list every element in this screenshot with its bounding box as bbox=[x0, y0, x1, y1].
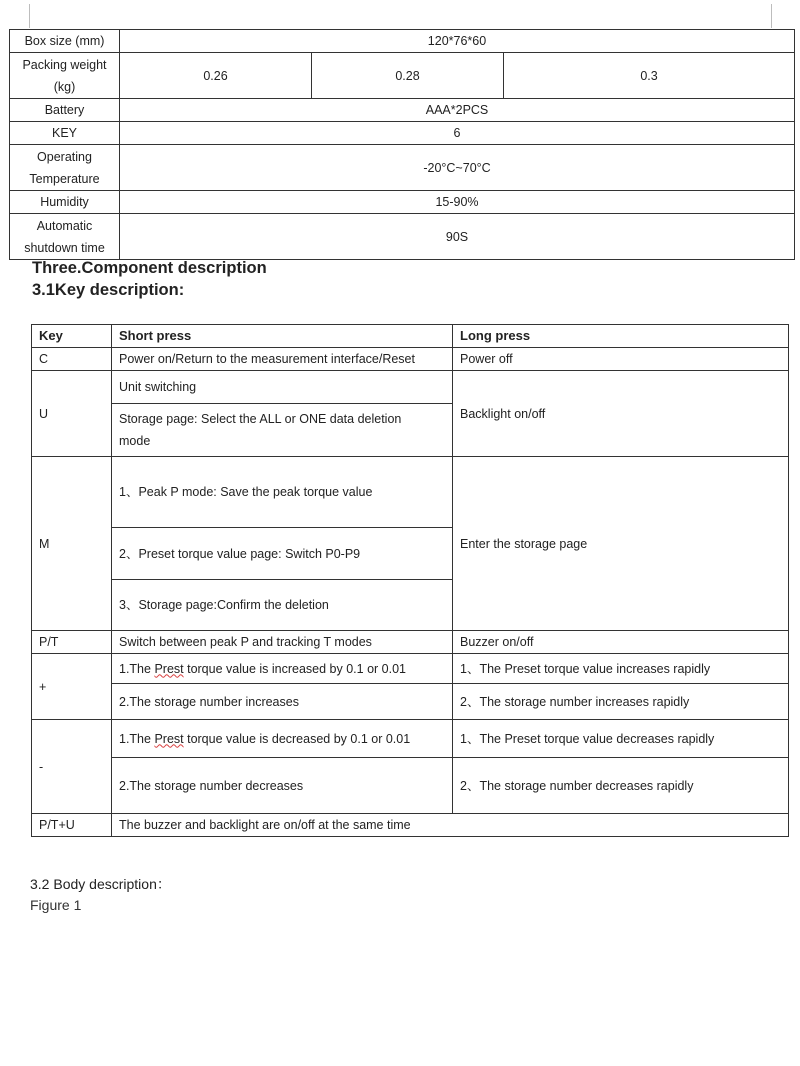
key-row-minus bbox=[32, 720, 789, 758]
text-part: 1.The bbox=[119, 731, 155, 746]
label-line: Packing weight bbox=[22, 57, 107, 72]
spec-table bbox=[9, 29, 795, 260]
section-heading: Three.Component description bbox=[32, 259, 267, 277]
label-line: Automatic bbox=[36, 218, 93, 233]
body-description-heading: 3.2 Body description： bbox=[30, 876, 171, 892]
cell-line: Storage page: Select the ALL or ONE data deletion bbox=[119, 412, 402, 426]
short-press-cell: 2.The storage number decreases bbox=[112, 758, 453, 814]
spec-label: Humidity bbox=[10, 191, 120, 214]
short-press-cell: 2、Preset torque value page: Switch P0-P9 bbox=[112, 528, 453, 580]
header-short-press: Short press bbox=[112, 325, 453, 348]
spec-label bbox=[10, 145, 120, 191]
key-row-u bbox=[32, 371, 789, 404]
short-press-cell: 2.The storage number increases bbox=[112, 684, 453, 720]
short-press-cell: 3、Storage page:Confirm the deletion bbox=[112, 580, 453, 631]
label-line: (kg) bbox=[53, 79, 76, 94]
page-margin-right bbox=[771, 4, 772, 28]
spec-row-box-size bbox=[10, 30, 795, 53]
short-press-cell bbox=[112, 404, 453, 457]
spec-value: 0.28 bbox=[312, 53, 504, 99]
cell-line: mode bbox=[119, 434, 151, 448]
spec-row-shutdown bbox=[10, 214, 795, 260]
key-row-pt bbox=[32, 631, 789, 654]
misspelled-word: Prest bbox=[154, 661, 184, 676]
key-row-plus bbox=[32, 654, 789, 684]
key-cell: + bbox=[32, 654, 112, 720]
key-cell: M bbox=[32, 457, 112, 631]
spec-value: AAA*2PCS bbox=[120, 99, 795, 122]
short-press-cell: Power on/Return to the measurement interface/Reset bbox=[112, 348, 453, 371]
long-press-cell: Buzzer on/off bbox=[453, 631, 789, 654]
long-press-cell: 1、The Preset torque value increases rapidly bbox=[453, 654, 789, 684]
key-description-heading: 3.1Key description: bbox=[32, 281, 185, 299]
key-table-header bbox=[32, 325, 789, 348]
key-row-plus-2 bbox=[32, 684, 789, 720]
key-row-m bbox=[32, 457, 789, 528]
spec-row-operating-temp bbox=[10, 145, 795, 191]
long-press-cell: Power off bbox=[453, 348, 789, 371]
misspelled-word: Prest bbox=[154, 731, 184, 746]
spec-label: Battery bbox=[10, 99, 120, 122]
header-key: Key bbox=[32, 325, 112, 348]
spec-value: 6 bbox=[120, 122, 795, 145]
key-cell: U bbox=[32, 371, 112, 457]
spec-row-battery bbox=[10, 99, 795, 122]
figure-caption: Figure 1 bbox=[30, 897, 82, 913]
spec-value: -20°C~70°C bbox=[120, 145, 795, 191]
key-cell: P/T bbox=[32, 631, 112, 654]
text-part: torque value is increased by 0.1 or 0.01 bbox=[183, 661, 406, 676]
long-press-cell: Enter the storage page bbox=[453, 457, 789, 631]
long-press-cell: Backlight on/off bbox=[453, 371, 789, 457]
long-press-cell: 2、The storage number increases rapidly bbox=[453, 684, 789, 720]
spec-label bbox=[10, 214, 120, 260]
label-line: Temperature bbox=[29, 171, 100, 186]
key-row-ptu bbox=[32, 814, 789, 837]
short-press-cell: The buzzer and backlight are on/off at the same time bbox=[112, 814, 789, 837]
text-part: 1.The bbox=[119, 661, 155, 676]
short-press-cell: Switch between peak P and tracking T modes bbox=[112, 631, 453, 654]
short-press-cell: Unit switching bbox=[112, 371, 453, 404]
text-part: torque value is decreased by 0.1 or 0.01 bbox=[183, 731, 411, 746]
key-description-table bbox=[31, 324, 789, 837]
key-cell: - bbox=[32, 720, 112, 814]
short-press-cell: 1、Peak P mode: Save the peak torque value bbox=[112, 457, 453, 528]
spec-row-key bbox=[10, 122, 795, 145]
key-row-minus-2 bbox=[32, 758, 789, 814]
spec-row-packing-weight bbox=[10, 53, 795, 99]
short-press-cell bbox=[112, 720, 453, 758]
spec-value: 0.26 bbox=[120, 53, 312, 99]
spec-label: Box size (mm) bbox=[10, 30, 120, 53]
spec-value: 120*76*60 bbox=[120, 30, 795, 53]
spec-label: KEY bbox=[10, 122, 120, 145]
label-line: Operating bbox=[37, 149, 92, 164]
short-press-cell bbox=[112, 654, 453, 684]
key-cell: P/T+U bbox=[32, 814, 112, 837]
long-press-cell: 1、The Preset torque value decreases rapidly bbox=[453, 720, 789, 758]
spec-value: 0.3 bbox=[504, 53, 795, 99]
spec-label bbox=[10, 53, 120, 99]
spec-value: 15-90% bbox=[120, 191, 795, 214]
spec-row-humidity bbox=[10, 191, 795, 214]
key-cell: C bbox=[32, 348, 112, 371]
page-margin-left bbox=[29, 4, 30, 28]
spec-value: 90S bbox=[120, 214, 795, 260]
header-long-press: Long press bbox=[453, 325, 789, 348]
label-line: shutdown time bbox=[24, 240, 105, 255]
long-press-cell: 2、The storage number decreases rapidly bbox=[453, 758, 789, 814]
key-row-c bbox=[32, 348, 789, 371]
